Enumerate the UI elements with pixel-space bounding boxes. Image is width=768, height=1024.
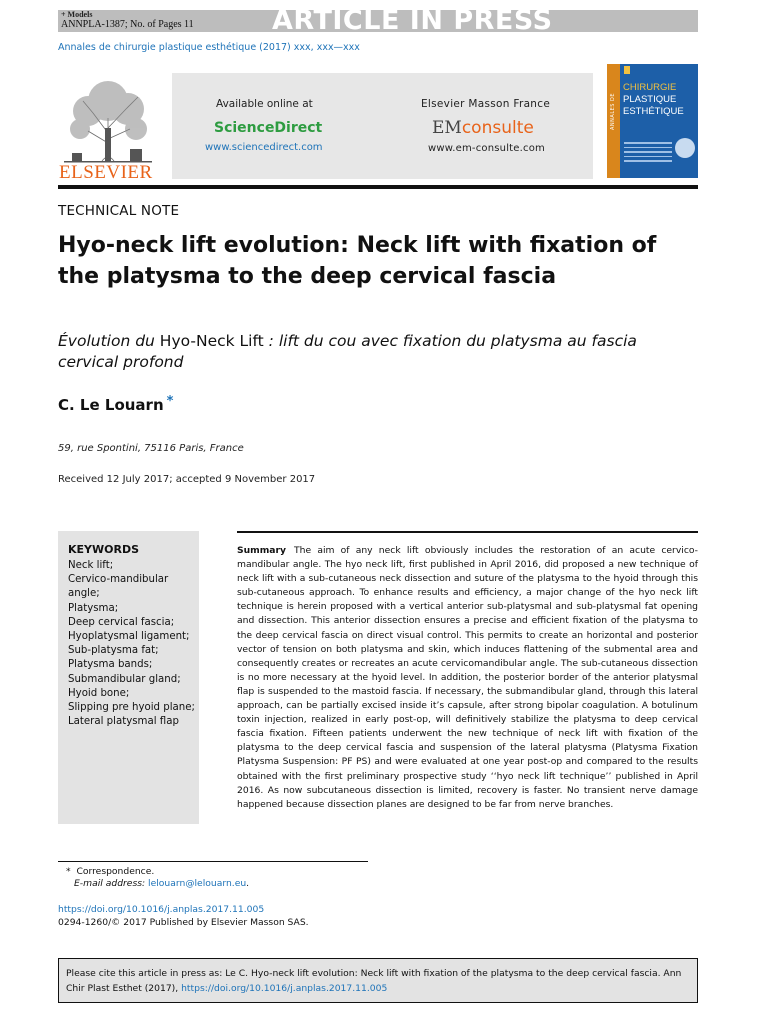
sciencedirect-logo: ScienceDirect <box>214 120 323 136</box>
header-divider <box>58 185 698 189</box>
cover-title-line1: CHIRURGIE <box>623 82 677 93</box>
elsevier-masson-label: Elsevier Masson France <box>421 98 551 110</box>
cover-badge-icon <box>675 138 695 158</box>
author-name <box>58 394 173 414</box>
keyword-item: Slipping pre hyoid plane; <box>68 702 195 714</box>
abstract-text: The aim of any neck lift obviously includes the restoration of an acute cervico-mandibular angle. The hyo neck lift, first published in April 2016, did proposed a new technique of neck lift with a sub-cutaneous neck dissection and suture of the platysma to the hyoid through this sub-cutaneous approach. To enhance results and efficiency, a major change of the hyo neck lift technique is herein proposed with a vertical anterior sub-platysmal and sub-platysmal fat opening and dissection. This anterior dissection ensures a precise and efficient fixation of the platysma to the deep cervical fascia on direct visual control. This permits to create an horizontal and posterior vector of tension on both platysma and skin, which induces flattening of the submental area and consequently creates or recreates an acute cervicomandibular angle. The sub-cutaneous dissection is no more necessary at the hyoid level. In addition, the posterior border of the anterior platysmal flap is suspended to the mastoid fascia. If necessary, the submandibular gland, through this lateral approach, can be partially excised inside it’s capsule, after strong bipolar coagulation. A botulinum toxin injection, realized in early post-op, will definitively stabilize the platysma to deep cervical fascia fixation. Fifteen patients underwent the new technique of neck lift with fixation of the platysma to the deep cervical fascia and suspension of the lateral platysma (Platysma Fixation Platysma Suspension: PF PS) and were evaluated at one year post-op and compared to the results obtained with the first preliminary prospective study ‘‘hyo neck lift technique’’ published in April 2016. As now subcutaneous dissection is limited, recovery is faster. No transient nerve damage happened because dissection planes are designed to be far from nerve branches. <box>237 545 698 810</box>
cover-publisher-mark <box>624 66 630 74</box>
keyword-item: Platysma bands; <box>68 659 153 671</box>
article-subtitle-fr <box>58 331 658 373</box>
keyword-item: Hyoplatysmal ligament; <box>68 631 190 643</box>
author-email-link[interactable]: lelouarn@lelouarn.eu <box>148 878 247 889</box>
keyword-item: Sub-platysma fat; <box>68 645 159 657</box>
subtitle-part-c: : lift du cou avec fixation du platysma au fascia cervical profond <box>58 332 637 371</box>
cover-title-line3: ESTHÉTIQUE <box>623 106 684 117</box>
keyword-item: Platysma; <box>68 602 119 614</box>
keywords-box <box>58 531 199 824</box>
article-reference: ANNPLA-1387; No. of Pages 11 <box>61 19 194 30</box>
doi-link[interactable]: https://doi.org/10.1016/j.anplas.2017.11.005 <box>58 904 265 915</box>
keyword-item: Neck lift; <box>68 560 114 571</box>
citation-box <box>58 958 698 1003</box>
author-text: C. Le Louarn <box>58 396 164 414</box>
sciencedirect-link[interactable]: www.sciencedirect.com <box>205 142 323 153</box>
abstract <box>237 544 698 812</box>
keyword-item: Lateral platysmal flap <box>68 716 179 728</box>
em-consulte-logo <box>432 118 534 138</box>
journal-line[interactable]: Annales de chirurgie plastique esthétique (2017) xxx, xxx—xxx <box>58 42 360 53</box>
em-part: EM <box>432 118 462 138</box>
email-end: . <box>246 878 250 889</box>
author-footnote-mark[interactable]: * <box>166 394 174 409</box>
subtitle-part-a: Évolution du <box>58 332 160 350</box>
abstract-label: Summary <box>237 545 287 556</box>
keyword-item: Submandibular gland; <box>68 673 181 685</box>
article-title: Hyo-neck lift evolution: Neck lift with fixation of the platysma to the deep cervical fascia <box>58 233 657 289</box>
author-affiliation: 59, rue Spontini, 75116 Paris, France <box>58 443 244 454</box>
article-section-type: TECHNICAL NOTE <box>58 203 180 219</box>
article-dates: Received 12 July 2017; accepted 9 November 2017 <box>58 474 316 485</box>
article-in-press-banner: ARTICLE IN PRESS <box>272 5 553 36</box>
cover-title-line2: PLASTIQUE <box>623 94 677 105</box>
footnote-divider <box>58 861 368 862</box>
email-label: E-mail address: <box>74 878 146 889</box>
footnote-mark: * <box>66 866 71 877</box>
citation-text: Please cite this article in press as: Le C. Hyo-neck lift evolution: Neck lift with fixation of the platysma to the deep cervical fascia. Ann Chir Plast Esthet (2017), <box>66 968 682 994</box>
citation-doi-link[interactable]: https://doi.org/10.1016/j.anplas.2017.11.005 <box>181 983 388 994</box>
email-note <box>74 878 249 889</box>
correspondence-note <box>66 866 154 877</box>
copyright-line: 0294-1260/© 2017 Published by Elsevier Masson SAS. <box>58 917 309 928</box>
cover-text-lines <box>624 142 672 165</box>
keyword-item: Deep cervical fascia; <box>68 616 175 628</box>
cover-spine-text: ANNALES DE <box>610 92 616 130</box>
publisher-wordmark: ELSEVIER <box>59 162 153 183</box>
keyword-item: Hyoid bone; <box>68 687 130 699</box>
keywords-heading: KEYWORDS <box>68 543 140 556</box>
subtitle-part-b: Hyo-Neck Lift <box>159 332 264 350</box>
correspondence-label: Correspondence. <box>76 866 155 877</box>
models-label: + Models <box>61 10 93 19</box>
journal-cover <box>607 64 698 178</box>
consulte-part: consulte <box>461 118 534 138</box>
available-online-label: Available online at <box>216 98 313 110</box>
abstract-divider <box>237 531 698 533</box>
keyword-item: Cervico-mandibular angle; <box>68 574 169 600</box>
em-consulte-link[interactable]: www.em-consulte.com <box>428 143 545 154</box>
